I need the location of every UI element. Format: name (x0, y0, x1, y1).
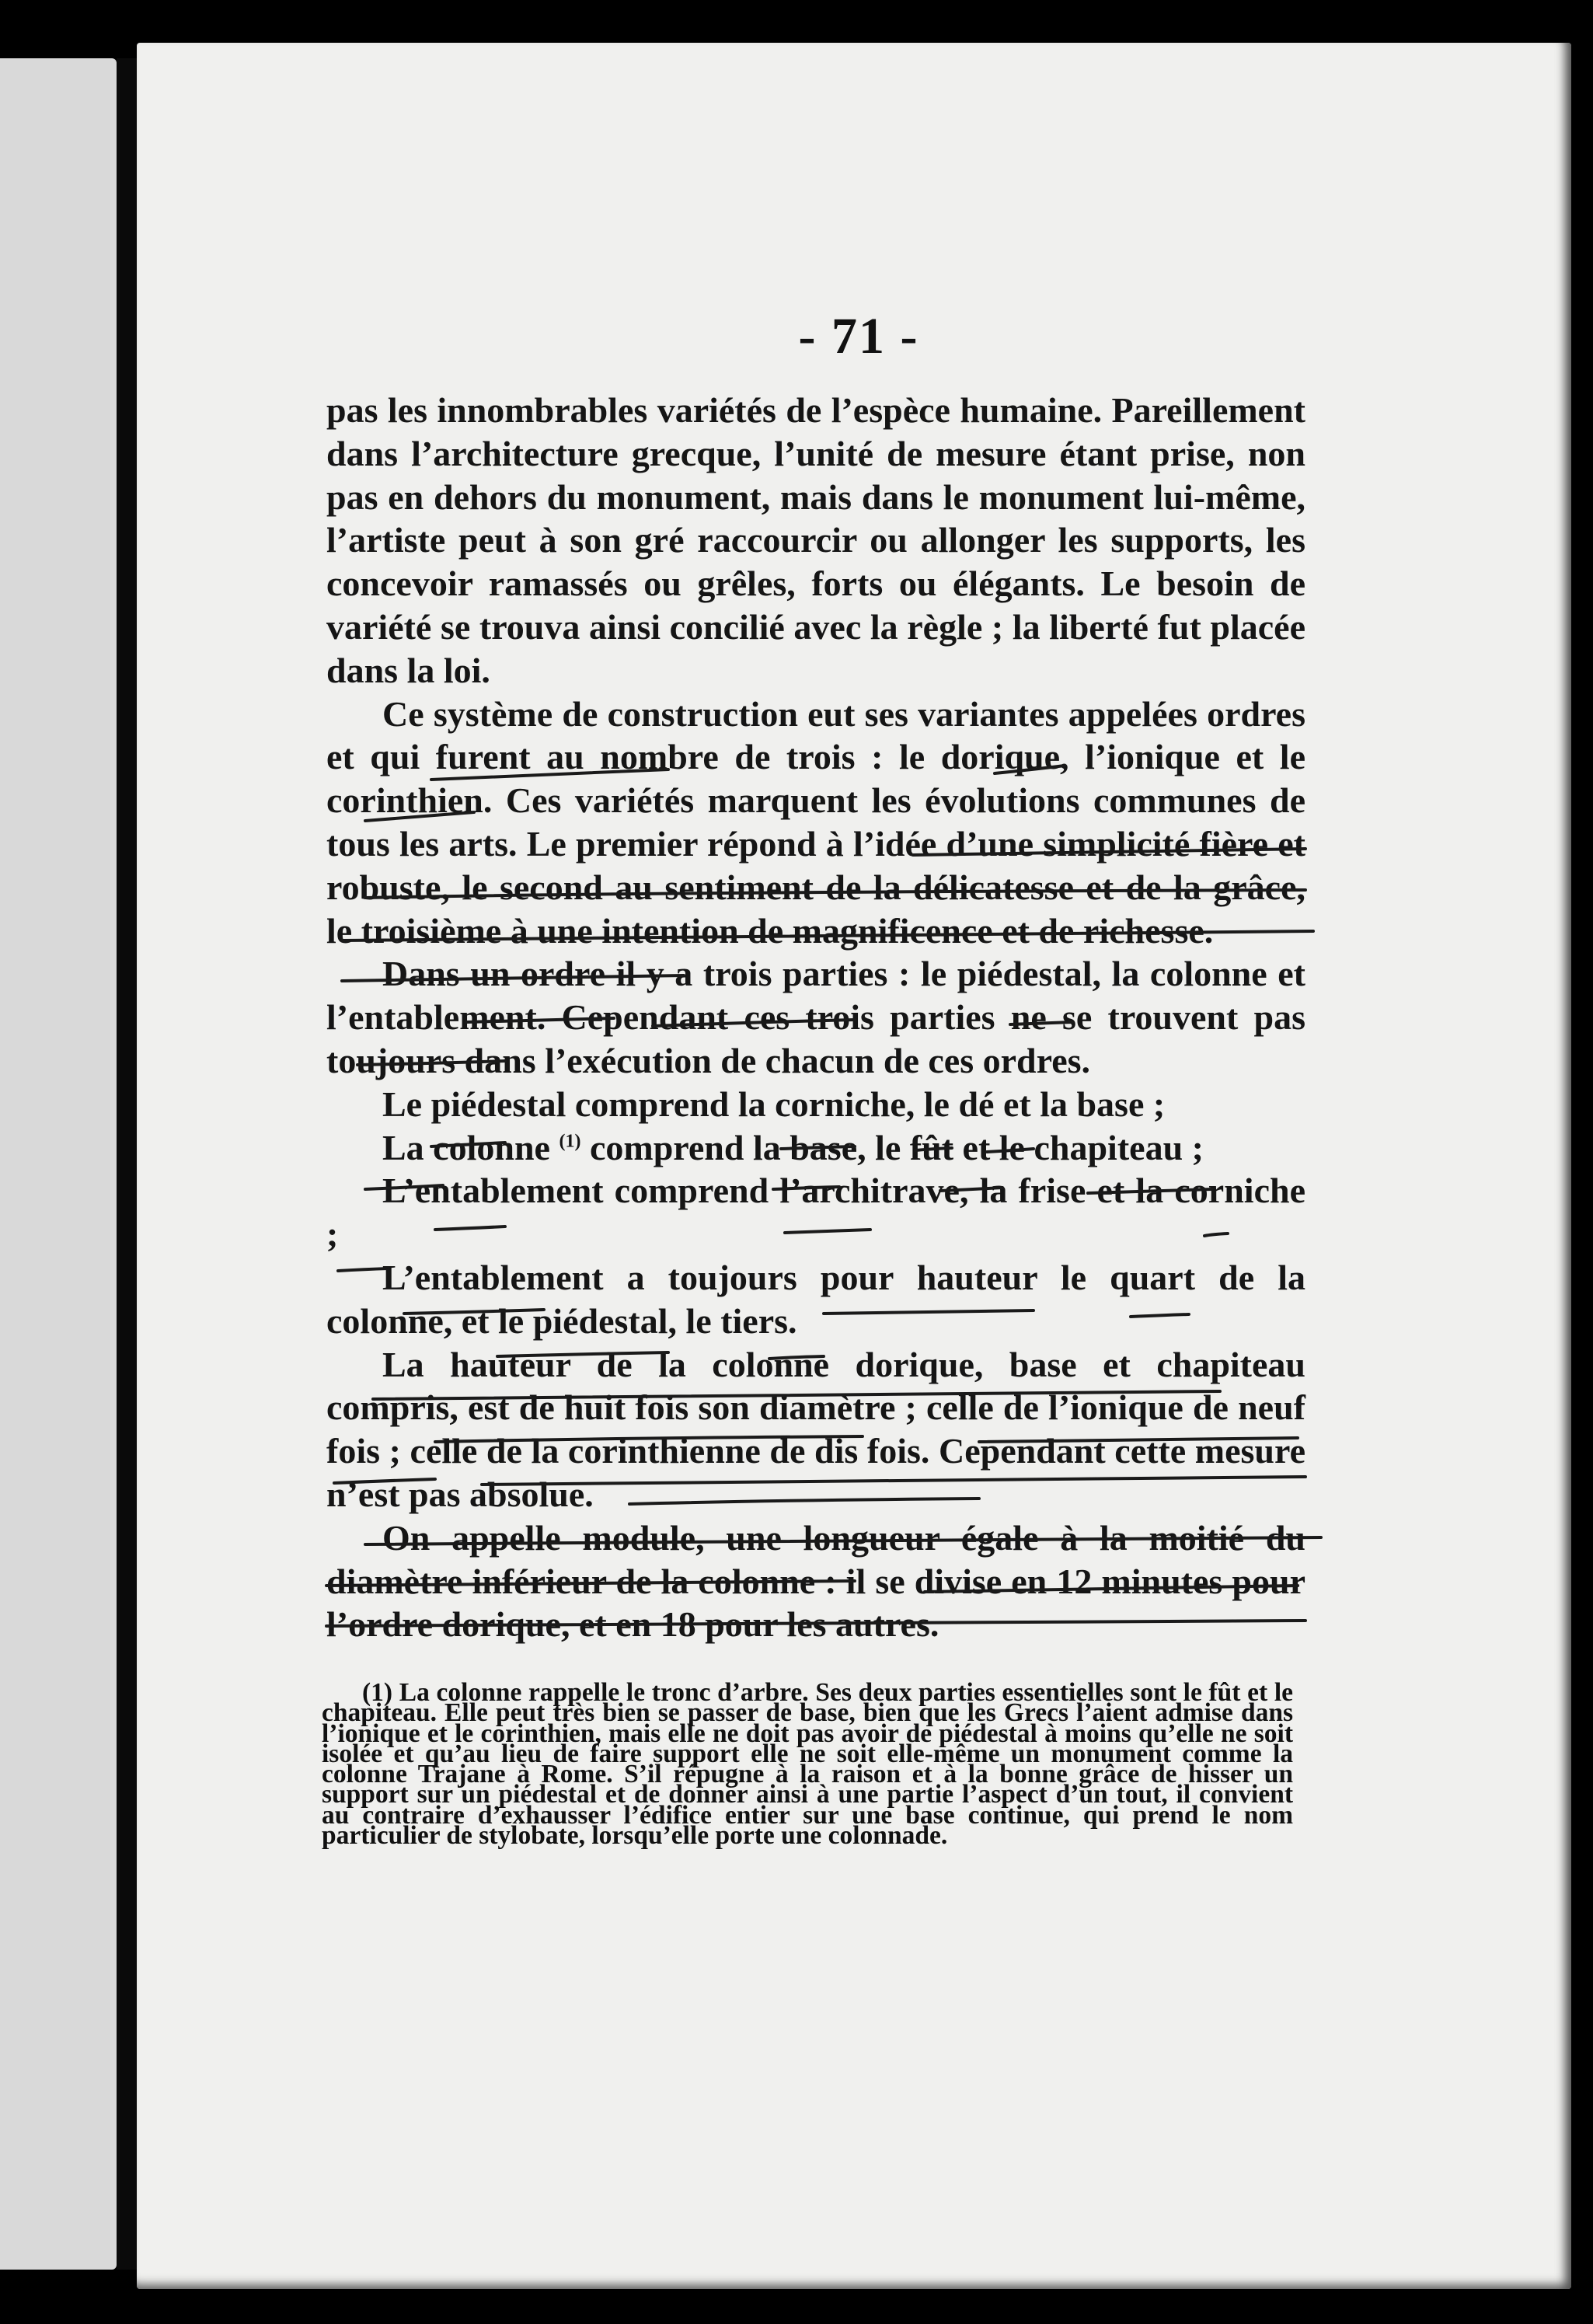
text-span: comprend la base, le fût et le chapiteau ; (589, 1127, 1204, 1167)
paragraph: Ce système de construction eut ses variantes appelées ordres et qui furent au nombre de trois : le dorique, l’ionique et le corinthien. Ces variétés marquent les évolutions communes de tous les arts. Le premier répond à l’idée d’une simplicité fière et robuste, le second au sentiment de la délicatesse et de la grâce, le troisième à une intention de magnificence et de richesse. (326, 693, 1305, 951)
paragraph: pas les innombrables variétés de l’espèce humaine. Pareillement dans l’architecture grecque, l’unité de mesure étant prise, non pas en dehors du monument, mais dans le monument lui-même, l’artiste peut à son gré raccourcir ou allonger les supports, les concevoir ramassés ou grêles, forts ou élégants. Le besoin de variété se trouva ainsi concilié avec la règle ; la liberté fut placée dans la loi. (326, 390, 1305, 690)
paragraph: L’entablement comprend l’architrave, la frise et la corniche ; (326, 1171, 1305, 1254)
previous-page-edge (0, 58, 117, 2270)
text-span: La colonne (382, 1127, 550, 1167)
paragraph: On appelle module, une longueur égale à la moitié du diamètre inférieur de la colonne : il se divise en 12 minutes pour l’ordre dorique, et en 18 pour les autres. (326, 1517, 1305, 1645)
page-number: - 71 - (798, 308, 919, 365)
paragraph: L’entablement a toujours pour hauteur le quart de la colonne, et le piédestal, le tiers. (326, 1257, 1305, 1341)
footnote-reference: (1) (559, 1131, 581, 1152)
paragraph: La hauteur de la colonne dorique, base et chapiteau compris, est de huit fois son diamètre ; celle de l’ionique de neuf fois ; celle de la corinthienne de dis fois. Cependant cette mesure n’est pas absolue. (326, 1344, 1305, 1514)
paragraph: Le piédestal comprend la corniche, le dé et la base ; (382, 1083, 1166, 1124)
footnote (322, 1678, 1293, 1851)
footnote-mark: (1) (362, 1678, 393, 1707)
footnote-text: La colonne rappelle le tronc d’arbre. Ses deux parties essentielles sont le fût et le chapiteau. Elle peut très bien se passer de base, bien que les Grecs l’aient admise dans l’ionique et le corinthien, mais elle ne doit pas avoir de piédestal à moins qu’elle ne soit isolée et qu’au lieu de faire support elle ne soit elle-même un monument comme la colonne Trajane à Rome. S’il répugne à la raison et à la bonne grâce de hisser un support sur un piédestal et de donner ainsi à une partie l’aspect d’un tout, il convient au contraire d’exhausser l’édifice entier sur une base continue, qui prend le nom particulier de stylobate, lorsqu’elle porte une colonnade. (322, 1678, 1293, 1851)
paragraph (326, 1126, 1305, 1170)
body-text (326, 389, 1305, 1646)
binding-shadow (117, 58, 137, 2270)
paragraph: Dans un ordre il y a trois parties : le piédestal, la colonne et l’entablement. Cependant ces trois parties ne se trouvent pas toujours dans l’exécution de chacun de ces ordres. (326, 954, 1305, 1080)
